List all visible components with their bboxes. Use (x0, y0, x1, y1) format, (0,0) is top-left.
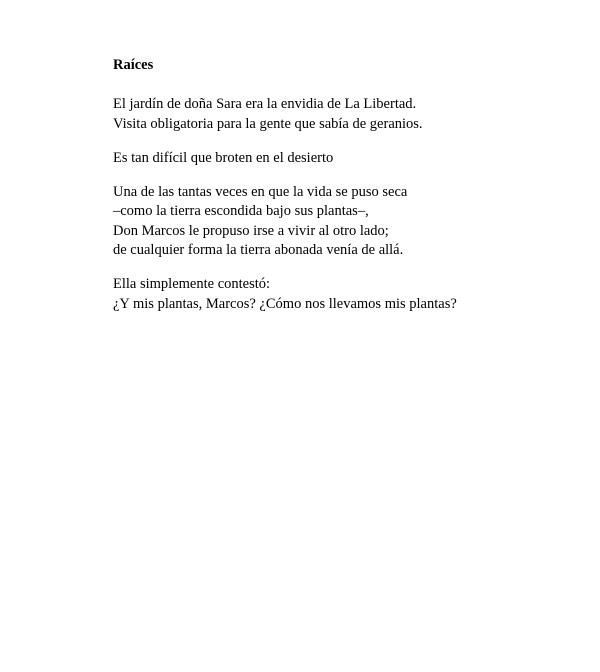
poem-line: El jardín de doña Sara era la envidia de La Libertad. (113, 96, 417, 112)
stanza-3 (113, 183, 573, 261)
stanza-4 (113, 275, 573, 314)
stanza-2 (113, 149, 573, 169)
poem-line: Don Marcos le propuso irse a vivir al otro lado; (113, 222, 389, 239)
poem-title: Raíces (113, 57, 154, 73)
poem-line: Es tan difícil que broten en el desierto (113, 149, 334, 166)
stanza-1 (113, 95, 573, 134)
poem-line: Ella simplemente contestó: (113, 276, 271, 292)
poem-line: ¿Y mis plantas, Marcos? ¿Cómo nos llevamos mis plantas? (113, 295, 457, 312)
document-page (113, 56, 573, 329)
poem-line: de cualquier forma la tierra abonada venía de allá. (113, 242, 404, 258)
poem-line: Una de las tantas veces en que la vida se puso seca (113, 183, 408, 200)
poem-line: –como la tierra escondida bajo sus plantas–, (113, 203, 369, 219)
poem-line: Visita obligatoria para la gente que sabía de geranios. (113, 115, 423, 132)
